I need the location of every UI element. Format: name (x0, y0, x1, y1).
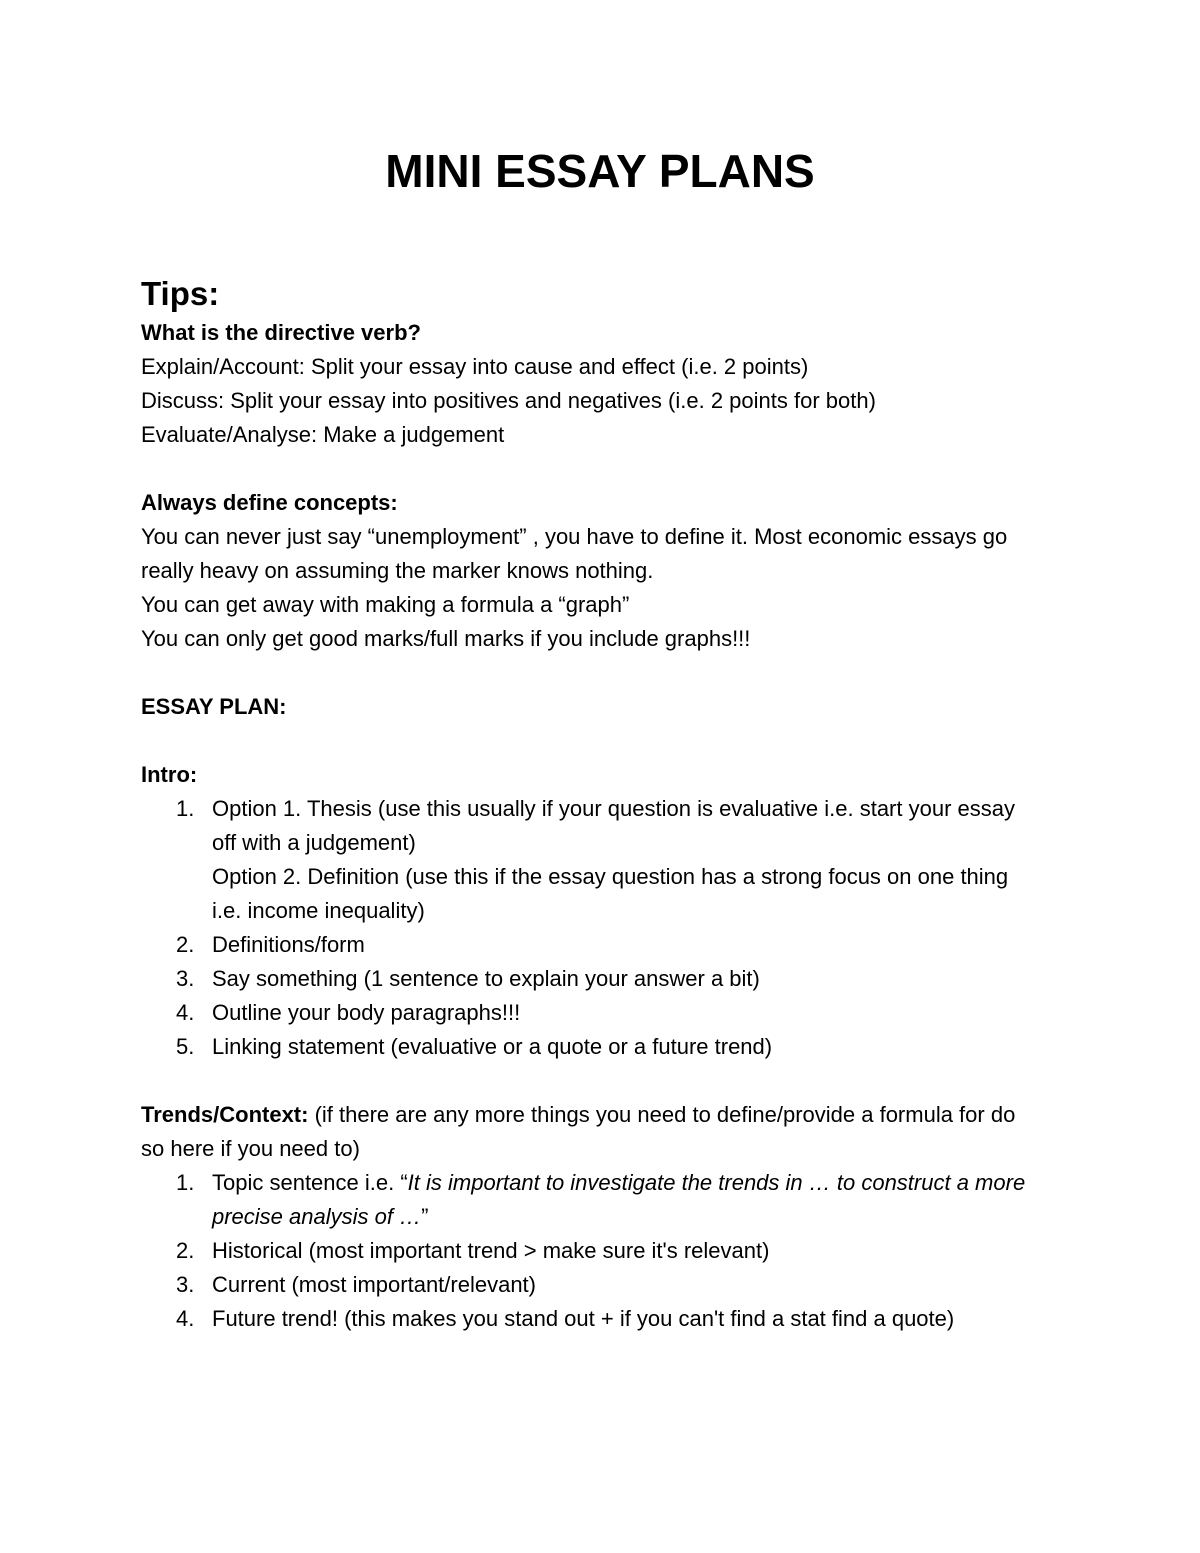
directive-line-explain: Explain/Account: Split your essay into cause and effect (i.e. 2 points) (141, 354, 809, 379)
spacer (141, 1064, 1041, 1098)
document-body (141, 272, 1041, 1336)
directive-verb-heading: What is the directive verb? (141, 320, 421, 345)
list-number: 3. (176, 966, 195, 991)
list-number: 2. (176, 1238, 195, 1263)
spacer (141, 724, 1041, 758)
list-item-text: Option 1. Thesis (use this usually if your question is evaluative i.e. start your essay off with a judgement) (212, 796, 1015, 855)
directive-line-discuss: Discuss: Split your essay into positives and negatives (i.e. 2 points for both) (141, 388, 876, 413)
list-number: 3. (176, 1272, 195, 1297)
spacer (141, 452, 1041, 486)
list-number: 4. (176, 1000, 195, 1025)
list-item (141, 1234, 1041, 1268)
list-item (141, 1166, 1041, 1234)
list-item-text: Definitions/form (212, 932, 365, 957)
list-item (141, 928, 1041, 962)
list-item (141, 1302, 1041, 1336)
list-item (141, 792, 1041, 928)
intro-list (141, 792, 1041, 1064)
concepts-line-formula: You can get away with making a formula a “graph” (141, 592, 630, 617)
trends-heading: Trends/Context: (141, 1102, 309, 1127)
list-item-text: Future trend! (this makes you stand out + if you can't find a stat find a quote) (212, 1306, 955, 1331)
list-item (141, 996, 1041, 1030)
list-item-italic-text: It is important to investigate the trends in … to construct a more precise analysis of … (212, 1170, 1026, 1229)
tips-heading: Tips: (141, 275, 220, 312)
list-item-text: Current (most important/relevant) (212, 1272, 536, 1297)
spacer (141, 656, 1041, 690)
list-item-text: Say something (1 sentence to explain your answer a bit) (212, 966, 760, 991)
list-item-text: Topic sentence i.e. “ (212, 1170, 408, 1195)
list-item (141, 962, 1041, 996)
directive-line-evaluate: Evaluate/Analyse: Make a judgement (141, 422, 505, 447)
list-item-extra-text: Option 2. Definition (use this if the essay question has a strong focus on one thing i.e. income inequality) (212, 864, 1009, 923)
list-number: 5. (176, 1034, 195, 1059)
concepts-heading: Always define concepts: (141, 490, 398, 515)
list-number: 2. (176, 932, 195, 957)
list-number: 1. (176, 796, 195, 821)
list-item-text: Historical (most important trend > make sure it's relevant) (212, 1238, 770, 1263)
list-item-text: Linking statement (evaluative or a quote or a future trend) (212, 1034, 773, 1059)
essay-plan-heading: ESSAY PLAN: (141, 694, 287, 719)
concepts-paragraph: You can never just say “unemployment” , you have to define it. Most economic essays go really heavy on assuming the marker knows nothing. (141, 524, 1008, 583)
trends-intro-text: (if there are any more things you need to define/provide a formula for do so here if you need to) (141, 1102, 1016, 1161)
trends-list (141, 1166, 1041, 1336)
document-title: MINI ESSAY PLANS (385, 145, 815, 197)
intro-heading: Intro: (141, 762, 198, 787)
trends-intro (141, 1098, 1041, 1166)
list-item-text: Outline your body paragraphs!!! (212, 1000, 521, 1025)
list-item (141, 1030, 1041, 1064)
list-number: 1. (176, 1170, 195, 1195)
list-number: 4. (176, 1306, 195, 1331)
list-item-text-suffix: ” (421, 1204, 429, 1229)
list-item (141, 1268, 1041, 1302)
concepts-line-graphs: You can only get good marks/full marks if you include graphs!!! (141, 626, 751, 651)
